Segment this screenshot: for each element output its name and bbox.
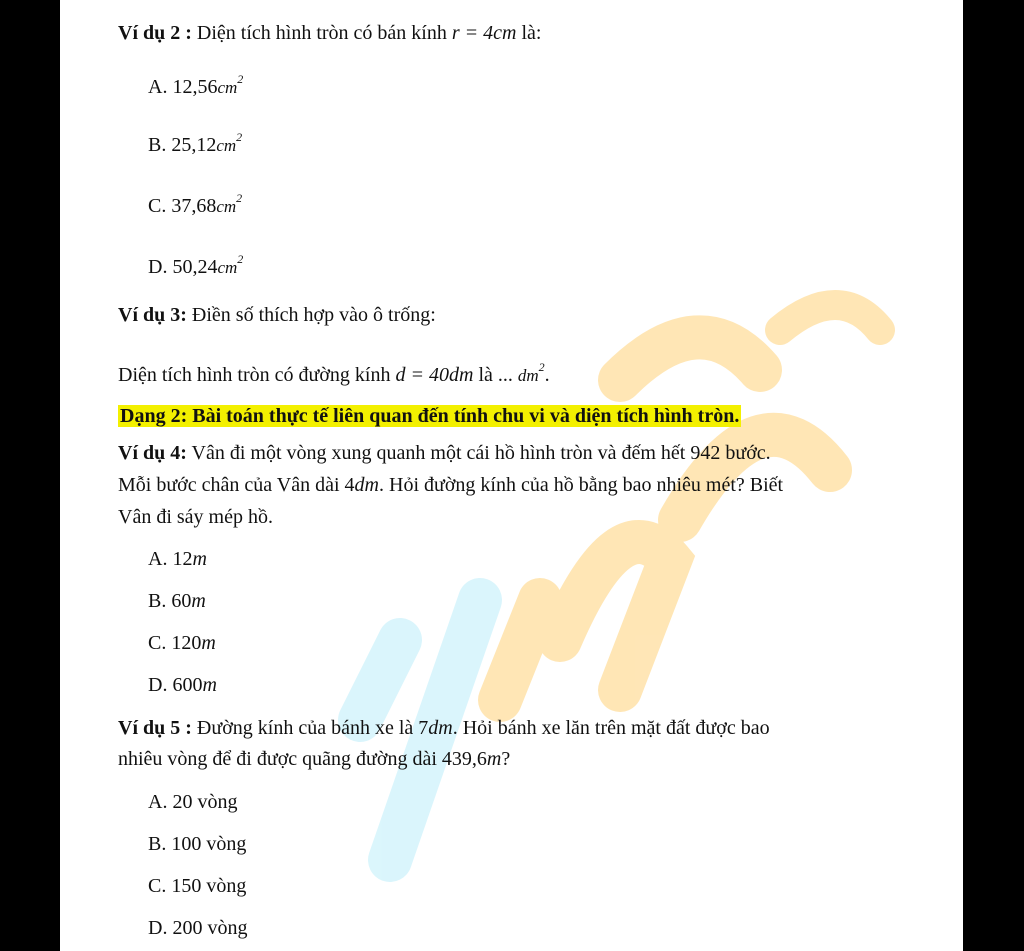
option-letter: A. xyxy=(148,76,168,98)
example-5-unit-2: m xyxy=(486,748,502,770)
option-letter: A. xyxy=(148,548,168,570)
option-letter: A. xyxy=(148,791,168,813)
document-page xyxy=(60,0,963,951)
option-letter: D. xyxy=(148,917,168,939)
example-5-text-1b: . Hỏi bánh xe lăn trên mặt đất được bao xyxy=(452,717,770,739)
example-5-option-b xyxy=(148,831,246,857)
example-4-option-a xyxy=(148,546,207,572)
example-3-sup: 2 xyxy=(538,360,545,374)
option-unit: m xyxy=(192,548,207,570)
option-text: 200 vòng xyxy=(172,917,248,939)
option-letter: B. xyxy=(148,134,167,156)
example-4-unit: dm xyxy=(354,474,379,496)
option-value: 37,68 xyxy=(171,195,217,217)
example-3-text: Điền số thích hợp vào ô trống: xyxy=(186,304,436,326)
option-value: 120 xyxy=(171,632,202,654)
example-2-option-b xyxy=(148,132,242,160)
example-3-mid: là ... xyxy=(473,364,518,386)
option-unit: m xyxy=(202,674,217,696)
option-value: 600 xyxy=(172,674,203,696)
option-text: 20 vòng xyxy=(172,791,238,813)
option-value: 60 xyxy=(171,590,192,612)
example-2-option-c xyxy=(148,193,242,221)
example-2-option-d xyxy=(148,254,243,282)
option-value: 50,24 xyxy=(172,256,218,278)
example-3-end: . xyxy=(544,364,550,386)
example-4-text-2b: . Hỏi đường kính của hồ bằng bao nhiêu mét? Biết xyxy=(379,474,784,496)
example-4-text-2a: Mỗi bước chân của Vân dài 4 xyxy=(118,474,355,496)
option-unit: cm xyxy=(216,136,237,155)
option-unit: cm xyxy=(216,197,237,216)
option-text: 150 vòng xyxy=(171,875,247,897)
example-2-end: là: xyxy=(516,22,542,44)
example-3-math: d = 40dm xyxy=(395,364,474,386)
example-3-unit: dm xyxy=(517,366,539,385)
option-text: 100 vòng xyxy=(171,833,247,855)
example-3-question xyxy=(118,302,436,328)
option-value: 12,56 xyxy=(172,76,218,98)
example-3-pre: Diện tích hình tròn có đường kính xyxy=(118,364,396,386)
option-letter: C. xyxy=(148,875,167,897)
example-5-option-c xyxy=(148,873,246,899)
example-5-line-1 xyxy=(118,715,770,741)
option-letter: B. xyxy=(148,833,167,855)
example-5-text-1a: Đường kính của bánh xe là 7 xyxy=(191,717,429,739)
option-unit: m xyxy=(201,632,216,654)
option-letter: C. xyxy=(148,195,167,217)
example-2-question xyxy=(118,20,541,46)
example-5-label: Ví dụ 5 : xyxy=(118,717,192,739)
option-letter: D. xyxy=(148,674,168,696)
example-4-option-b xyxy=(148,588,206,614)
option-letter: B. xyxy=(148,590,167,612)
example-3-statement xyxy=(118,362,550,390)
example-4-line-2 xyxy=(118,472,783,498)
option-sup: 2 xyxy=(236,191,243,205)
section-heading xyxy=(118,403,741,429)
example-2-label: Ví dụ 2 : xyxy=(118,22,192,44)
example-2-option-a xyxy=(148,74,243,102)
option-sup: 2 xyxy=(236,130,243,144)
option-sup: 2 xyxy=(237,252,244,266)
example-4-label: Ví dụ 4: xyxy=(118,442,187,464)
option-unit: cm xyxy=(217,258,238,277)
example-4-text-3: Vân đi sáy mép hồ. xyxy=(118,506,273,528)
option-value: 12 xyxy=(172,548,193,570)
example-4-option-d xyxy=(148,672,217,698)
example-4-option-c xyxy=(148,630,216,656)
example-2-math: r = 4cm xyxy=(451,22,517,44)
example-3-label: Ví dụ 3: xyxy=(118,304,187,326)
option-letter: D. xyxy=(148,256,168,278)
example-5-text-2a: nhiêu vòng để đi được quãng đường dài 439,6 xyxy=(118,748,487,770)
example-4-text-1: Vân đi một vòng xung quanh một cái hồ hình tròn và đếm hết 942 bước. xyxy=(186,442,771,464)
option-sup: 2 xyxy=(237,72,244,86)
example-4-line-3 xyxy=(118,504,273,530)
option-unit: cm xyxy=(217,78,238,97)
example-5-line-2 xyxy=(118,746,510,772)
example-5-option-d xyxy=(148,915,247,941)
example-5-unit-1: dm xyxy=(428,717,453,739)
example-5-option-a xyxy=(148,789,237,815)
example-2-text: Diện tích hình tròn có bán kính xyxy=(191,22,452,44)
example-4-line-1 xyxy=(118,440,771,466)
option-letter: C. xyxy=(148,632,167,654)
example-5-text-2b: ? xyxy=(501,748,511,770)
option-unit: m xyxy=(191,590,206,612)
section-heading-text: Dạng 2: Bài toán thực tế liên quan đến tính chu vi và diện tích hình tròn. xyxy=(120,405,740,427)
option-value: 25,12 xyxy=(171,134,217,156)
